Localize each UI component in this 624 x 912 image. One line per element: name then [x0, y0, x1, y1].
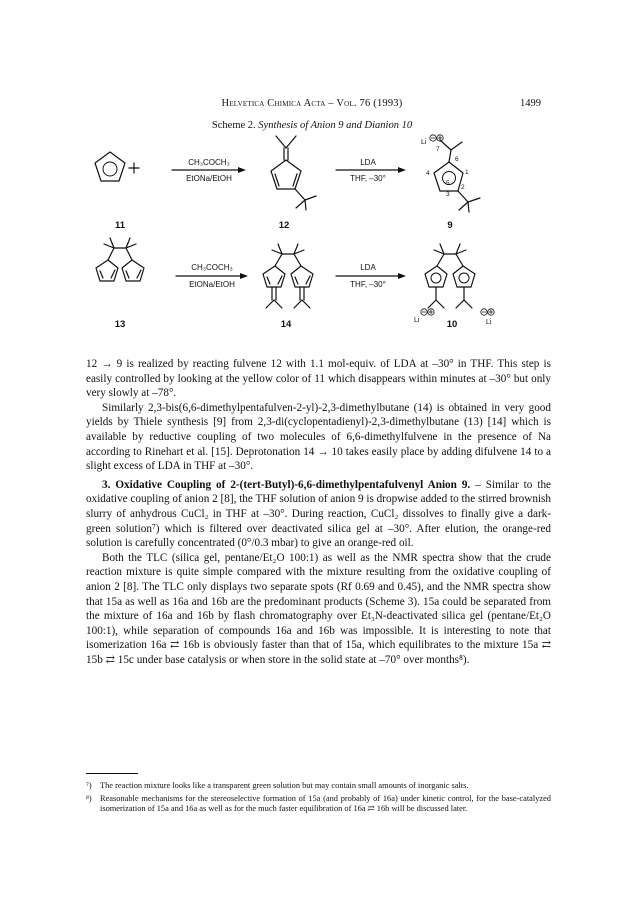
structure-13: [96, 238, 144, 281]
paragraph-4: Both the TLC (silica gel, pentane/Et₂O 100:1) as well as the NMR spectra show that the crude reaction mixture is quite simple compared with the mixture resulting from the oxidative coupling of anion 2 [8]. The TLC only displays two separate spots (Rf 0.69 and 0.45), and the NMR spectra show that 15a as well as 16a and 16b are the predominant products (Scheme 3). 15a could be separated from the mixture of 16a and 16b by flash chromatography over Et₃N-deactivated silica gel (pentane/Et₂O 100:1), while separation of compounds 16a and 16b was impossible. It is interesting to note that isomerization 16a ⇄ 16b is obviously faster than that of 15a, which equilibrates to the mixture 15a ⇄ 15b ⇄ 15c under base catalysis or when store in the solid state at –70° over months⁸).: [86, 551, 551, 666]
scheme-title: Synthesis of Anion 9 and Dianion 10: [258, 120, 413, 131]
reagent-base: EtONa/EtOH: [186, 174, 232, 183]
compound-label-10: 10: [446, 319, 458, 330]
section-heading: 3. Oxidative Coupling of 2-(tert-Butyl)-6,6-dimethylpentafulvenyl Anion 9.: [102, 478, 471, 491]
running-header: [0, 98, 624, 112]
footnote-7: [86, 781, 551, 791]
compound-label-11: 11: [114, 220, 126, 231]
reagent-lda-2: LDA: [360, 263, 376, 272]
paragraph-1: 12 → 9 is realized by reacting fulvene 12 with 1.1 mol-equiv. of LDA at –30° in THF. This step is easily controlled by looking at the yellow color of 11 which disappears within minutes at –30° but only very slowly at –78°.: [86, 358, 551, 400]
compound-label-9: 9: [447, 220, 453, 231]
compound-label-12: 12: [278, 220, 290, 231]
footnote-text-8: Reasonable mechanisms for the stereoselective formation of 15a (and probably of 16a) under kinetic control, for the base-catalyzed isomerization of 15a and 16a as well as for the much faster equilibration of 16a ⇄ 16b will be discussed later.: [100, 794, 551, 814]
scheme-row-2: [96, 238, 494, 330]
atom-number-5: 5: [446, 180, 450, 187]
page-number: 1499: [520, 98, 541, 109]
reagent-conditions-2: THF, –30°: [350, 280, 386, 289]
reagent-acetone: CH₃COCH₃: [188, 158, 230, 167]
reagent-base-2: EtONa/EtOH: [189, 280, 235, 289]
reaction-arrow-4: [336, 263, 406, 289]
footnote-mark-7: ⁷): [86, 781, 92, 790]
paragraph-3: Similar to the oxidative coupling of anion 2 [8], the THF solution of anion 9 is dropwise added to the stirred brownish slurry of anhydrous CuCl₂ in THF at –30°. During reaction, CuCl₂ dissolves to finally give a dark-green solution⁷) which is filtered over deactivated silica gel at –30°. After elution, the orange-red solution is carefully concentrated (0°/0.3 mbar) to give an orange-red oil.: [86, 478, 552, 550]
journal-title: Helvetica Chimica Acta – Vol. 76 (1993): [221, 98, 403, 109]
footnote-8: [86, 794, 551, 815]
footnote-mark-8: ⁸): [86, 794, 92, 803]
section-paragraph: 3. Oxidative Coupling of 2-(tert-Butyl)-6,6-dimethylpentafulvenyl Anion 9. – Similar to the oxidative coupling of anion 2 [8], the THF solution of anion 9 is dropwise added to the stirred brownish slurry of anhydrous CuCl₂ in THF at –30°. During reaction, CuCl₂ dissolves to finally give a dark-green solution⁷) which is filtered over deactivated silica gel at –30°. After elution, the orange-red solution is carefully concentrated (0°/0.3 mbar) to give an orange-red oil.: [86, 478, 552, 550]
atom-number-3: 3: [446, 191, 450, 198]
structure-11: [95, 152, 139, 181]
structure-14: [263, 244, 313, 308]
atom-number-1: 1: [465, 169, 469, 176]
atom-number-6: 6: [455, 156, 459, 163]
footnote-text-7: The reaction mixture looks like a transparent green solution but may contain small amounts of inorganic salts.: [100, 781, 469, 790]
lithium-label-left: Li: [414, 317, 420, 324]
atom-number-7: 7: [436, 146, 440, 153]
reaction-arrow-3: [176, 263, 248, 289]
structure-12: [271, 136, 316, 210]
lithium-label-right: Li: [486, 319, 492, 326]
compound-label-14: 14: [280, 319, 292, 330]
compound-label-13: 13: [114, 319, 126, 330]
reaction-arrow-1: [172, 158, 246, 183]
body-text: [86, 357, 551, 667]
scheme-row-1: [95, 135, 480, 231]
reagent-acetone-2: CH₃COCH₃: [191, 263, 233, 272]
paragraph-2: Similarly 2,3-bis(6,6-dimethylpentafulven-2-yl)-2,3-dimethylbutane (14) is obtained in very good yields by Thiele synthesis [9] from 2,3-di(cyclopentadienyl)-2,3-dimethylbutane (13) [14] which is available by reductive coupling of two molecules of 6,6-dimethylfulvene in the presence of Na according to Rinehart et al. [15]. Deprotonation 14 → 10 takes easily place by adding difulvene 14 to a slight excess of LDA in THF at –30°.: [86, 401, 551, 473]
structure-10: [414, 244, 494, 326]
reagent-conditions: THF, –30°: [350, 174, 386, 183]
reaction-scheme: [0, 130, 624, 352]
reagent-lda: LDA: [360, 158, 376, 167]
scheme-label: Scheme 2.: [211, 120, 256, 131]
atom-number-4: 4: [426, 170, 430, 177]
reaction-arrow-2: [336, 158, 406, 183]
structure-9: [421, 135, 480, 212]
lithium-label: Li: [421, 139, 427, 146]
footnote-rule: [86, 773, 138, 774]
atom-number-2: 2: [461, 184, 465, 191]
